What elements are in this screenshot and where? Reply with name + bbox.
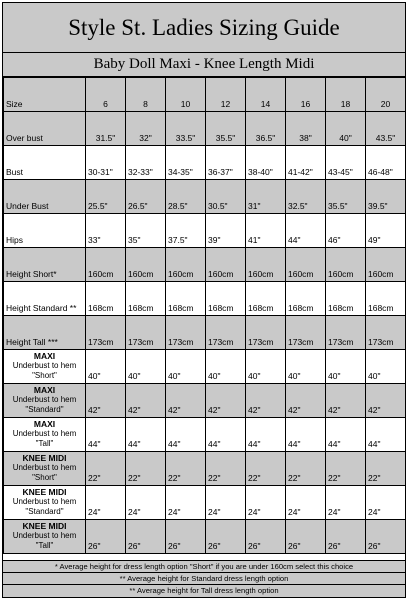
cell-value: 40" [286,350,326,384]
table-row [4,214,406,248]
cell-value: 24" [126,486,166,520]
hem-row-desc: Underbust to hem [12,497,77,506]
cell-value: 160cm [166,248,206,282]
size-row [4,78,406,112]
cell-value: 40" [326,350,366,384]
cell-value: 168cm [286,282,326,316]
cell-value: 38" [286,112,326,146]
hem-row-label [4,418,86,452]
hem-row-title: KNEE MIDI [22,453,67,463]
table-row [4,316,406,350]
hem-row-length: "Short" [32,473,57,482]
cell-value: 160cm [326,248,366,282]
hem-row-label [4,452,86,486]
hem-row-title: MAXI [33,419,56,429]
cell-value: 42" [86,384,126,418]
cell-value: 38-40" [246,146,286,180]
cell-value: 40" [366,350,406,384]
cell-value: 22" [326,452,366,486]
cell-value: 26" [286,520,326,554]
hem-row-length: "Tall" [35,439,54,448]
table-row [4,248,406,282]
cell-value: 168cm [366,282,406,316]
cell-value: 24" [286,486,326,520]
cell-value: 40" [206,350,246,384]
hem-row [4,486,406,520]
cell-value: 24" [166,486,206,520]
cell-value: 26" [166,520,206,554]
table-row [4,112,406,146]
cell-value: 160cm [126,248,166,282]
cell-value: 173cm [86,316,126,350]
sizing-table [3,77,406,554]
row-label: Under Bust [4,180,86,214]
size-row-label: Size [4,78,86,112]
cell-value: 35.5" [206,112,246,146]
cell-value: 24" [206,486,246,520]
hem-row-label [4,486,86,520]
cell-value: 168cm [326,282,366,316]
size-value: 18 [326,78,366,112]
cell-value: 40" [246,350,286,384]
cell-value: 36.5" [246,112,286,146]
cell-value: 26" [366,520,406,554]
cell-value: 40" [86,350,126,384]
cell-value: 24" [246,486,286,520]
size-value: 16 [286,78,326,112]
cell-value: 26.5" [126,180,166,214]
cell-value: 43.5" [366,112,406,146]
hem-row-length: "Standard" [25,405,64,414]
cell-value: 44" [366,418,406,452]
cell-value: 25.5" [86,180,126,214]
cell-value: 46-48" [366,146,406,180]
cell-value: 22" [206,452,246,486]
cell-value: 41-42" [286,146,326,180]
cell-value: 44" [246,418,286,452]
cell-value: 44" [126,418,166,452]
hem-row [4,418,406,452]
cell-value: 30.5" [206,180,246,214]
cell-value: 173cm [366,316,406,350]
cell-value: 44" [166,418,206,452]
table-row [4,282,406,316]
page-subtitle: Baby Doll Maxi - Knee Length Midi [3,53,405,77]
cell-value: 160cm [86,248,126,282]
hem-row-length: "Short" [32,371,57,380]
cell-value: 35.5" [326,180,366,214]
size-value: 12 [206,78,246,112]
cell-value: 168cm [246,282,286,316]
hem-row-title: KNEE MIDI [22,521,67,531]
cell-value: 24" [366,486,406,520]
cell-value: 173cm [246,316,286,350]
cell-value: 32" [126,112,166,146]
cell-value: 26" [86,520,126,554]
cell-value: 160cm [366,248,406,282]
cell-value: 44" [86,418,126,452]
cell-value: 43-45" [326,146,366,180]
row-label: Hips [4,214,86,248]
cell-value: 41" [246,214,286,248]
cell-value: 39.5" [366,180,406,214]
cell-value: 26" [326,520,366,554]
page-title: Style St. Ladies Sizing Guide [3,3,405,53]
cell-value: 42" [246,384,286,418]
row-label: Height Tall *** [4,316,86,350]
cell-value: 22" [166,452,206,486]
hem-row-title: KNEE MIDI [22,487,67,497]
cell-value: 168cm [166,282,206,316]
size-value: 10 [166,78,206,112]
footnote-short: * Average height for dress length option "Short" if you are under 160cm select this choice [3,560,405,572]
cell-value: 42" [166,384,206,418]
hem-row-desc: Underbust to hem [12,361,77,370]
cell-value: 160cm [206,248,246,282]
hem-row [4,350,406,384]
cell-value: 31" [246,180,286,214]
hem-row-label [4,384,86,418]
cell-value: 32-33" [126,146,166,180]
cell-value: 42" [126,384,166,418]
cell-value: 22" [86,452,126,486]
cell-value: 33.5" [166,112,206,146]
hem-row-length: "Tall" [35,541,54,550]
cell-value: 168cm [206,282,246,316]
cell-value: 32.5" [286,180,326,214]
cell-value: 168cm [126,282,166,316]
cell-value: 160cm [246,248,286,282]
table-row [4,180,406,214]
hem-row-label [4,520,86,554]
hem-row [4,384,406,418]
hem-row-desc: Underbust to hem [12,531,77,540]
row-label: Over bust [4,112,86,146]
cell-value: 42" [366,384,406,418]
size-value: 8 [126,78,166,112]
size-value: 14 [246,78,286,112]
hem-row-title: MAXI [33,385,56,395]
cell-value: 42" [326,384,366,418]
cell-value: 22" [126,452,166,486]
footnote-standard: ** Average height for Standard dress length option [3,572,405,584]
cell-value: 26" [246,520,286,554]
row-label: Bust [4,146,86,180]
cell-value: 42" [286,384,326,418]
cell-value: 173cm [326,316,366,350]
hem-row [4,452,406,486]
cell-value: 40" [126,350,166,384]
cell-value: 33" [86,214,126,248]
cell-value: 34-35" [166,146,206,180]
cell-value: 24" [326,486,366,520]
hem-row-desc: Underbust to hem [12,395,77,404]
cell-value: 42" [206,384,246,418]
cell-value: 173cm [286,316,326,350]
cell-value: 173cm [166,316,206,350]
cell-value: 22" [286,452,326,486]
cell-value: 39" [206,214,246,248]
hem-row-length: "Standard" [25,507,64,516]
footnote-tall: ** Average height for Tall dress length option [3,584,405,597]
cell-value: 30-31" [86,146,126,180]
cell-value: 36-37" [206,146,246,180]
cell-value: 40" [166,350,206,384]
cell-value: 44" [286,214,326,248]
cell-value: 26" [126,520,166,554]
cell-value: 44" [206,418,246,452]
cell-value: 168cm [86,282,126,316]
cell-value: 44" [286,418,326,452]
cell-value: 26" [206,520,246,554]
cell-value: 173cm [206,316,246,350]
cell-value: 46" [326,214,366,248]
cell-value: 31.5" [86,112,126,146]
cell-value: 49" [366,214,406,248]
cell-value: 22" [246,452,286,486]
cell-value: 160cm [286,248,326,282]
cell-value: 35" [126,214,166,248]
cell-value: 24" [86,486,126,520]
cell-value: 28.5" [166,180,206,214]
hem-row-desc: Underbust to hem [12,463,77,472]
cell-value: 40" [326,112,366,146]
hem-row [4,520,406,554]
cell-value: 22" [366,452,406,486]
size-value: 6 [86,78,126,112]
hem-row-desc: Underbust to hem [12,429,77,438]
sizing-guide-sheet [2,2,406,598]
hem-row-title: MAXI [33,351,56,361]
table-row [4,146,406,180]
cell-value: 37.5" [166,214,206,248]
hem-row-label [4,350,86,384]
size-value: 20 [366,78,406,112]
row-label: Height Short* [4,248,86,282]
cell-value: 44" [326,418,366,452]
row-label: Height Standard ** [4,282,86,316]
cell-value: 173cm [126,316,166,350]
